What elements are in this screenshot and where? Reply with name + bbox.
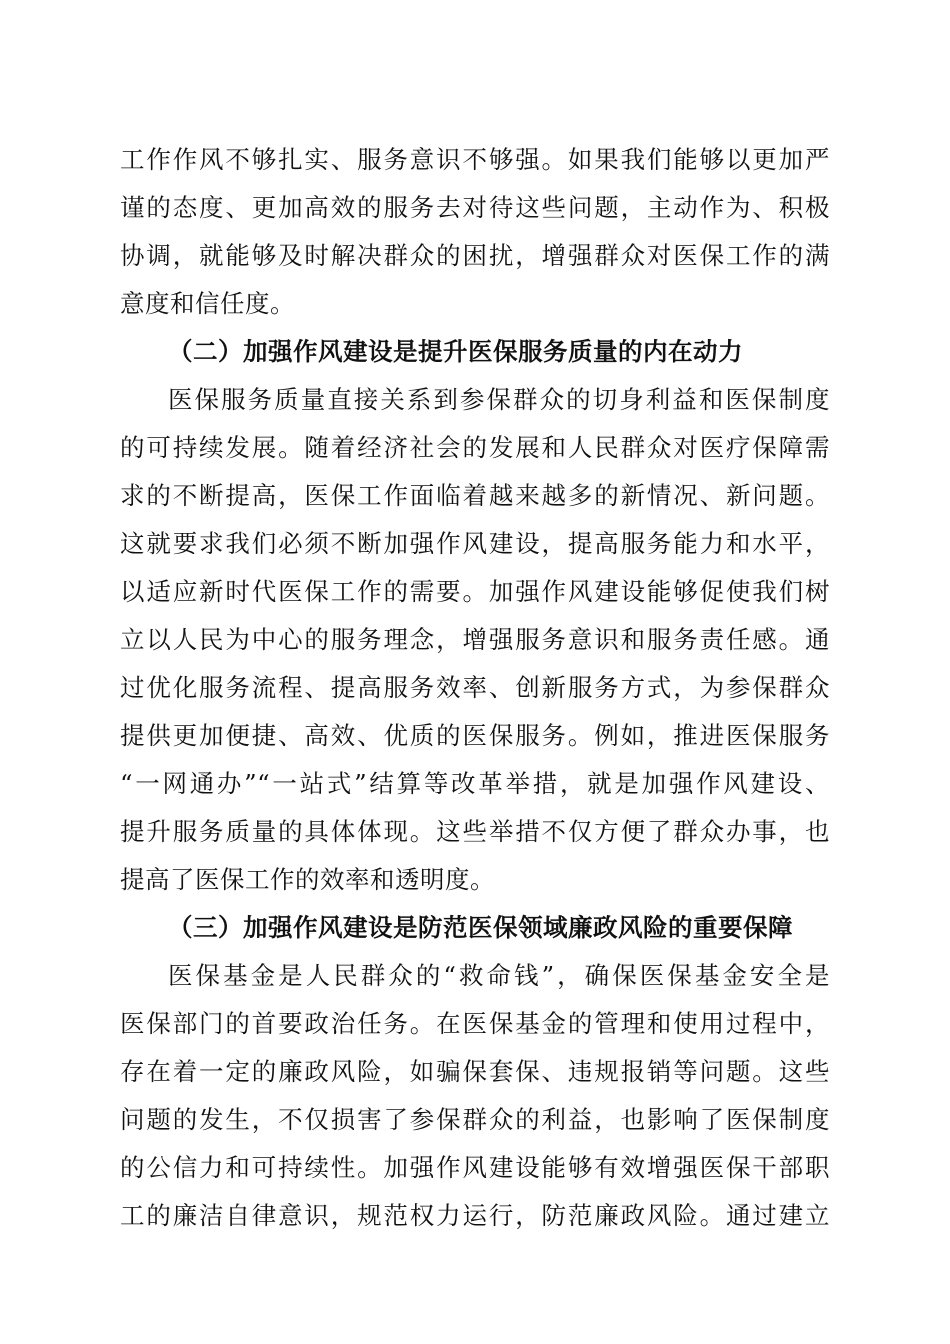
paragraph-line: 协调，就能够及时解决群众的困扰，增强群众对医保工作的满 <box>120 241 830 270</box>
paragraph-line: 存在着一定的廉政风险，如骗保套保、违规报销等问题。这些 <box>120 1057 830 1086</box>
paragraph-line: “一网通办”“一站式”结算等改革举措，就是加强作风建设、 <box>120 769 830 798</box>
paragraph-line: 工的廉洁自律意识，规范权力运行，防范廉政风险。通过建立 <box>120 1201 830 1230</box>
paragraph-line: 问题的发生，不仅损害了参保群众的利益，也影响了医保制度 <box>120 1105 830 1134</box>
paragraph-line: 提高了医保工作的效率和透明度。 <box>120 865 495 894</box>
paragraph-first-line: 医保服务质量直接关系到参保群众的切身利益和医保制度 <box>168 385 830 414</box>
paragraph-line: 这就要求我们必须不断加强作风建设，提高服务能力和水平， <box>120 529 830 558</box>
paragraph-line: 的可持续发展。随着经济社会的发展和人民群众对医疗保障需 <box>120 433 830 462</box>
paragraph-first-line: 医保基金是人民群众的“救命钱”，确保医保基金安全是 <box>168 961 830 990</box>
paragraph-line: 的公信力和可持续性。加强作风建设能够有效增强医保干部职 <box>120 1153 830 1182</box>
paragraph-line: 提供更加便捷、高效、优质的医保服务。例如，推进医保服务 <box>120 721 830 750</box>
section-heading-2: （二）加强作风建设是提升医保服务质量的内在动力 <box>168 337 743 366</box>
paragraph-line: 医保部门的首要政治任务。在医保基金的管理和使用过程中， <box>120 1009 830 1038</box>
paragraph-line: 过优化服务流程、提高服务效率、创新服务方式，为参保群众 <box>120 673 830 702</box>
section-heading-3: （三）加强作风建设是防范医保领域廉政风险的重要保障 <box>168 913 793 942</box>
paragraph-line: 以适应新时代医保工作的需要。加强作风建设能够促使我们树 <box>120 577 830 606</box>
paragraph-line: 工作作风不够扎实、服务意识不够强。如果我们能够以更加严 <box>120 145 830 174</box>
paragraph-line: 求的不断提高，医保工作面临着越来越多的新情况、新问题。 <box>120 481 830 510</box>
paragraph-line: 谨的态度、更加高效的服务去对待这些问题，主动作为、积极 <box>120 193 830 222</box>
paragraph-line: 立以人民为中心的服务理念，增强服务意识和服务责任感。通 <box>120 625 830 654</box>
paragraph-line: 提升服务质量的具体体现。这些举措不仅方便了群众办事，也 <box>120 817 830 846</box>
paragraph-line: 意度和信任度。 <box>120 289 295 318</box>
